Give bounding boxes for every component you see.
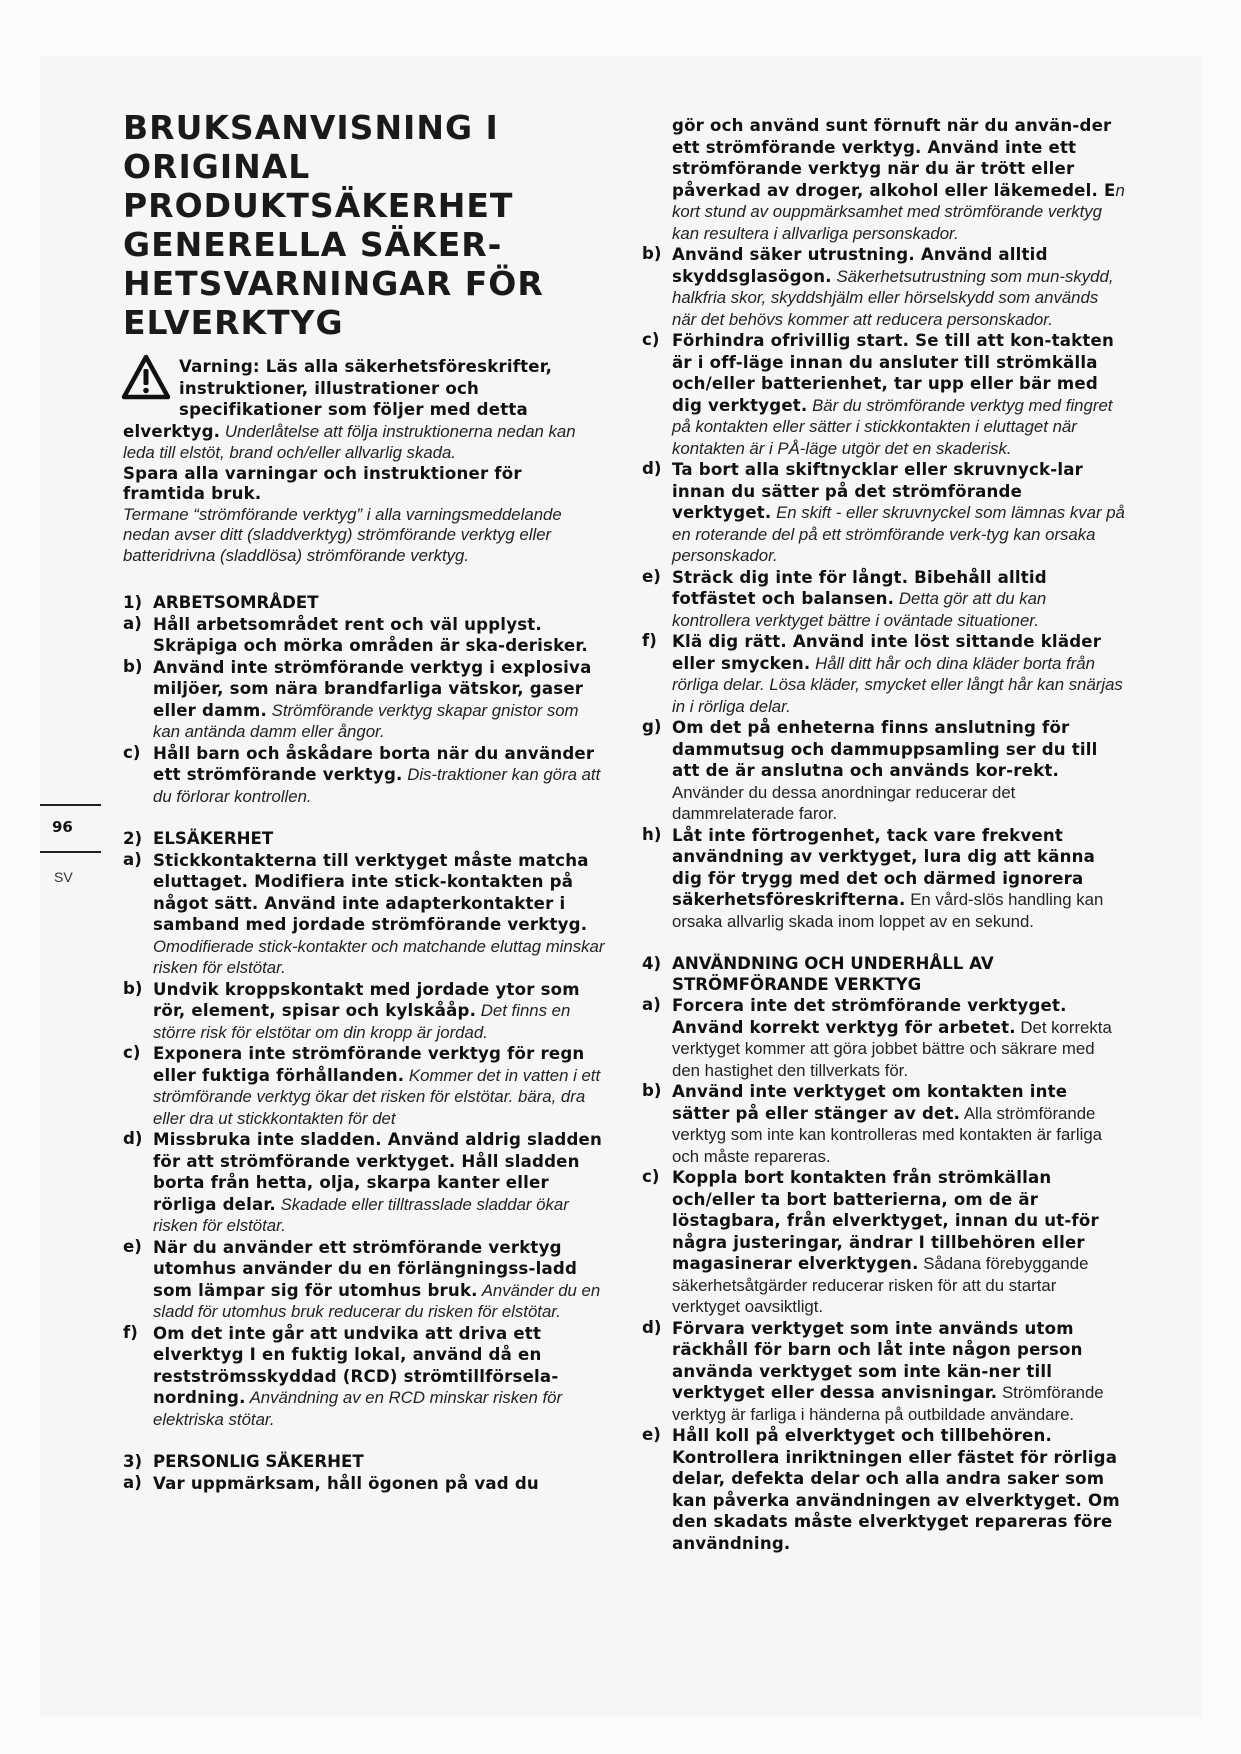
list-item: c) Håll barn och åskådare borta när du använder ett strömförande verktyg. Dis-traktioner kan göra att du förlorar kontrollen. [123, 742, 601, 806]
save-instructions: Spara alla varningar och instruktioner för framtida bruk. [123, 463, 522, 503]
list-item: b) Använd inte verktyget om kontakten inte sätter på eller stänger av det. Alla strömförande verktyg som inte kan kontrolleras med kontakten är farliga och måste repareras. [642, 1081, 1102, 1166]
list-item: a) Forcera inte det strömförande verktyget. Använd korrekt verktyg för arbetet. Det korrekta verktyget kommer att göra jobbet bättre och säkrare med den hastighet den tillverkats för. [642, 995, 1112, 1080]
list-item: d) Missbruka inte sladden. Använd aldrig sladden för att strömförande verktyget. Håll sladden borta från hetta, olja, skarpa kanter eller rörliga delar. Skadade eller tilltrasslade sladdar ökar risken för elstötar. [123, 1129, 602, 1235]
title-line: BRUKSANVISNING I [123, 108, 499, 147]
warning-italic-text: Underlåtelse att följa instruktionerna nedan kan leda till elstöt, brand och/eller allvarlig skada. [123, 421, 576, 462]
list-item: a) Håll arbetsområdet rent och väl upplyst. Skräpiga och mörka områden är ska-derisker. [123, 613, 588, 655]
warning-block [123, 356, 608, 464]
list-item: c) Förhindra ofrivillig start. Se till att kon-takten är i off-läge innan du ansluter till strömkälla och/eller batterienhet, tar upp eller bär med dig verktyget. Bär du strömförande verktyg med fingret på kontakten eller sätter i stickkontakten i eluttaget när kontakten är i PÅ-läge utgör det en skaderisk. [642, 330, 1114, 458]
terms-note: Termane “strömförande verktyg” i alla varningsmeddelande nedan avser ditt (sladdverktyg) strömförande verktyg eller batteridrivna (sladdlösa) strömförande verktyg. [123, 504, 562, 565]
language-code: SV [54, 869, 73, 885]
page-marker-line-bottom [40, 851, 101, 853]
list-item: h) Låt inte förtrogenhet, tack vare frekvent användning av verktyget, lura dig att känna dig för trygg med det och därmed ignorera säkerhetsföreskrifterna. En vård-slös handling kan orsaka allvarlig skada inom loppet av en sekund. [642, 824, 1104, 931]
warning-bold-text: Varning: Läs alla säkerhetsföreskrifter, instruktioner, illustrationer och specifikationer som följer med detta elverktyg. [123, 357, 553, 441]
section-heading-use-and-maintenance: 4) ANVÄNDNING OCH UNDERHÅLL AV STRÖMFÖRANDE VERKTYG [642, 954, 994, 994]
list-item: b) Använd inte strömförande verktyg i explosiva miljöer, som nära brandfarliga vätskor, gaser eller damm. Strömförande verktyg skapar gnistor som kan antända damm eller ångor. [123, 656, 592, 741]
right-column [642, 115, 1127, 1554]
list-item: b) Använd säker utrustning. Använd alltid skyddsglasögon. Säkerhetsutrustning som mun-skydd, halkfria skor, skyddshjälm eller hörselskydd som används när det behövs kommer att reducera personskador. [642, 244, 1114, 329]
list-item: a) Stickkontakterna till verktyget måste matcha eluttaget. Modifiera inte stick-kontakten på något sätt. Använd inte adapterkontakter i samband med jordade strömförande verktyg. Omodifierade stick-kontakter och matchande eluttag minskar risken för elstötar. [123, 849, 605, 977]
section-heading-work-area: 1) ARBETSOMRÅDET [123, 593, 319, 612]
title-line: HETSVARNINGAR FÖR [123, 264, 544, 303]
list-item: e) Håll koll på elverktyget och tillbehören. Kontrollera inriktningen eller fästet för rörliga delar, defekta delar och alla andra saker som kan påverka användningen av elverktyget. Om den skadats måste elverktyget repareras före användning. [642, 1425, 1120, 1553]
title-line: ORIGINAL [123, 147, 311, 186]
title-line: ELVERKTYG [123, 303, 344, 342]
page-number: 96 [52, 818, 73, 836]
section-heading-electrical-safety: 2) ELSÄKERHET [123, 829, 274, 848]
section-heading-personal-safety: 3) PERSONLIG SÄKERHET [123, 1452, 364, 1471]
title-line: PRODUKTSÄKERHET [123, 186, 514, 225]
warning-triangle-icon [121, 354, 171, 400]
list-item: b) Undvik kroppskontakt med jordade ytor som rör, element, spisar och kylskååp. Det finns en större risk för elstötar om din kropp är jordad. [123, 978, 580, 1042]
list-item: g) Om det på enheterna finns anslutning för dammutsug och dammuppsamling ser du till att de är anslutna och används kor-rekt. Använder du dessa anordningar reducerar det dammrelaterade faror. [642, 717, 1098, 823]
page-title [123, 108, 643, 342]
list-item: c) Koppla bort kontakten från strömkällan och/eller ta bort batterierna, om de är löstagbara, från elverktyget, innan du ut-för några justeringar, ändrar I tillbehören eller magasinerar elverktygen. Sådana förebyggande säkerhetsåtgärder reducerar risken för att du startar verktyget oavsiktligt. [642, 1167, 1099, 1316]
list-item: d) Förvara verktyget som inte används utom räckhåll för barn och låt inte någon person använda verktyget som inte kän-ner till verktyget eller dessa anvisningar. Strömförande verktyg är farliga i händerna på outbildade användare. [642, 1317, 1104, 1424]
list-item: f) Klä dig rätt. Använd inte löst sittande kläder eller smycken. Håll ditt hår och dina kläder borta från rörliga delar. Lösa kläder, smycket eller långt hår kan snärjas in i rörliga delar. [642, 631, 1123, 716]
list-item: a) Var uppmärksam, håll ögonen på vad du [123, 1472, 539, 1493]
left-column [123, 356, 608, 1494]
list-item: e) Sträck dig inte för långt. Bibehåll alltid fotfästet och balansen. Detta gör att du kan kontrollera verktyget bättre i oväntade situationer. [642, 566, 1047, 630]
page-marker-line-top [40, 804, 101, 806]
list-item: d) Ta bort alla skiftnycklar eller skruvnyck-lar innan du sätter på det strömförande verktyget. En skift - eller skruvnyckel som lämnas kvar på en roterande del på ett strömförande verk-tyg kan orsaka personskador. [642, 459, 1125, 565]
list-item: f) Om det inte går att undvika att driva ett elverktyg I en fuktig lokal, använd då en restströmsskyddad (RCD) strömtillförsela-nordning. Användning av en RCD minskar risken för elektriska stötar. [123, 1322, 563, 1429]
title-line: GENERELLA SÄKER- [123, 225, 503, 264]
list-item: e) När du använder ett strömförande verktyg utomhus använder du en förlängningss-ladd som lämpar sig för utomhus bruk. Använder du en sladd för utomhus bruk reducerar du risken för elstötar. [123, 1236, 601, 1321]
list-item: c) Exponera inte strömförande verktyg för regn eller fuktiga förhållanden. Kommer det in vatten i ett strömförande verktyg ökar det risken för elstötar. bära, dra eller dra ut stickkontakten för det [123, 1043, 601, 1128]
list-item-continued: gör och använd sunt förnuft när du använ-der ett strömförande verktyg. Använd inte ett strömförande verktyg när du är trött eller påverkad av droger, alkohol eller läkemedel. En kort stund av ouppmärksamhet med strömförande verktyg kan resultera i allvarliga personskador. [672, 116, 1125, 243]
